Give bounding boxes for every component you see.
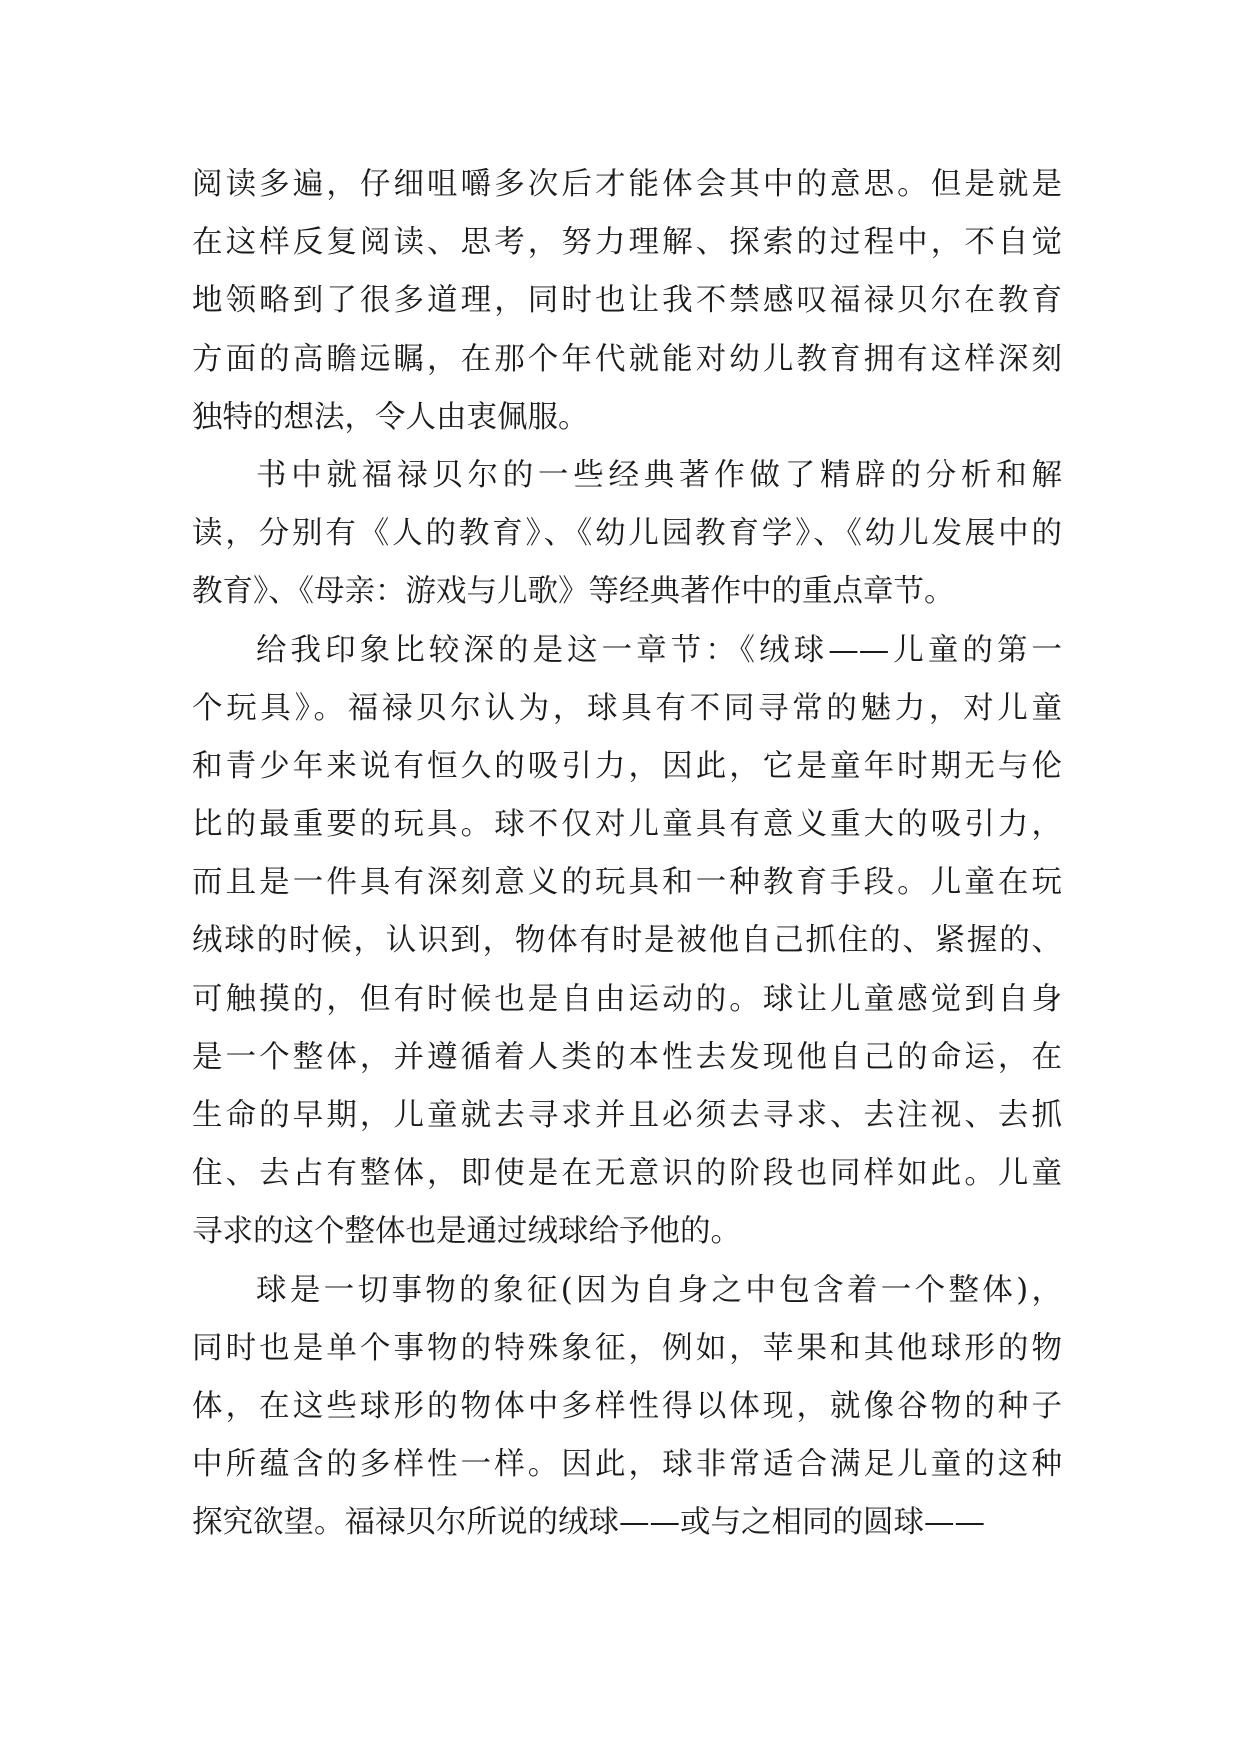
text-line: 体，在这些球形的物体中多样性得以体现，就像谷物的种子 [192, 1388, 1062, 1424]
text-line: 而且是一件具有深刻意义的玩具和一种教育手段。儿童在玩 [192, 865, 1062, 901]
text-line: 独特的想法，令人由衷佩服。 [192, 399, 589, 435]
text-line: 同时也是单个事物的特殊象征，例如，苹果和其他球形的物 [192, 1330, 1062, 1366]
text-line: 个玩具》。福禄贝尔认为，球具有不同寻常的魅力，对儿童 [192, 690, 1062, 726]
text-line: 和青少年来说有恒久的吸引力，因此，它是童年时期无与伦 [192, 748, 1062, 784]
text-line: 生命的早期，儿童就去寻求并且必须去寻求、去注视、去抓 [192, 1098, 1062, 1133]
text-line: 方面的高瞻远瞩，在那个年代就能对幼儿教育拥有这样深刻 [192, 341, 1062, 377]
text-line: 地领略到了很多道理，同时也让我不禁感叹福禄贝尔在教育 [192, 283, 1062, 319]
paragraph [192, 156, 1062, 447]
text-line: 绒球的时候，认识到，物体有时是被他自己抓住的、紧握的、 [192, 923, 1062, 959]
text-line: 给我印象比较深的是这一章节：《绒球——儿童的第一 [256, 632, 1062, 668]
text-line: 是一个整体，并遵循着人类的本性去发现他自己的命运，在 [192, 1039, 1062, 1075]
text-line: 寻求的这个整体也是通过绒球给予他的。 [192, 1214, 741, 1250]
text-line: 读，分别有《人的教育》、《幼儿园教育学》、《幼儿发展中的 [192, 516, 1062, 552]
text-line: 可触摸的，但有时候也是自由运动的。球让儿童感觉到自身 [192, 981, 1062, 1017]
text-line: 阅读多遍，仔细咀嚼多次后才能体会其中的意思。但是就是 [192, 167, 1062, 202]
text-line: 教育》、《母亲：游戏与儿歌》等经典著作中的重点章节。 [192, 574, 955, 610]
text-line: 球是一切事物的象征(因为自身之中包含着一个整体)， [256, 1272, 1062, 1308]
text-line: 在这样反复阅读、思考，努力理解、探索的过程中，不自觉 [192, 225, 1062, 261]
text-line: 中所蕴含的多样性一样。因此，球非常适合满足儿童的这种 [192, 1447, 1062, 1483]
text-line: 住、去占有整体，即使是在无意识的阶段也同样如此。儿童 [192, 1156, 1062, 1192]
paragraph [192, 1262, 1062, 1553]
paragraph [192, 447, 1062, 622]
text-line: 书中就福禄贝尔的一些经典著作做了精辟的分析和解 [256, 457, 1062, 493]
document-body [192, 156, 1062, 1553]
text-line: 比的最重要的玩具。球不仅对儿童具有意义重大的吸引力， [192, 807, 1062, 843]
text-line: 探究欲望。福禄贝尔所说的绒球——或与之相同的圆球—— [192, 1505, 985, 1541]
paragraph [192, 622, 1062, 1262]
